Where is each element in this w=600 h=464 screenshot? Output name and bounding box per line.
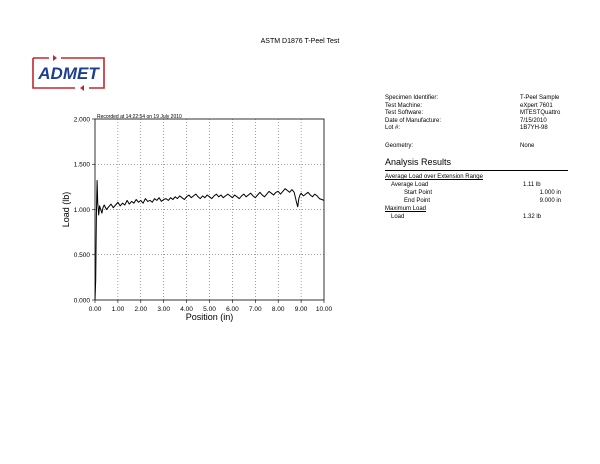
x-tick-label: 8.00 <box>271 306 285 313</box>
x-axis-label: Position (in) <box>185 312 234 322</box>
x-tick-label: 3.00 <box>157 306 171 313</box>
max-load-section-title: Maximum Load <box>385 206 427 212</box>
start-point-label: Start Point <box>404 190 433 196</box>
info-value: MTESTQuattro <box>520 110 561 117</box>
x-tick-label: 10.00 <box>315 306 333 313</box>
x-tick-label: 6.00 <box>226 306 239 313</box>
max-load-value: 1.32 lb <box>523 214 542 220</box>
info-label: Specimen Identifier: <box>385 95 439 101</box>
y-tick-label: 0.000 <box>73 297 90 305</box>
analysis-divider <box>385 170 568 171</box>
info-label: Date of Manufacture: <box>385 117 442 124</box>
avg-load-label: Average Load <box>391 182 429 188</box>
y-axis-label: Load (lb) <box>61 191 71 228</box>
x-tick-label: 2.00 <box>134 306 148 313</box>
avg-load-value: 1.11 lb <box>523 182 541 188</box>
info-label: Test Software: <box>385 110 424 117</box>
avg-load-section-title: Average Load over Extension Range <box>385 174 483 180</box>
y-tick-label: 2.000 <box>73 116 90 124</box>
x-tick-label: 0.00 <box>88 306 102 313</box>
x-tick-label: 9.00 <box>294 306 308 313</box>
end-point-value: 9.000 in <box>539 198 561 204</box>
x-tick-label: 1.00 <box>111 306 125 313</box>
y-tick-label: 1.000 <box>73 206 90 214</box>
x-tick-label: 5.00 <box>203 306 216 313</box>
x-tick-label: 4.00 <box>180 306 193 313</box>
y-tick-label: 0.500 <box>73 252 90 260</box>
y-tick-label: 1.500 <box>73 161 90 169</box>
info-value: 1B7YH-98 <box>520 125 548 132</box>
info-value: 7/15/2010 <box>520 117 547 124</box>
info-label: Test Machine: <box>385 102 423 109</box>
max-load-label: Load <box>391 214 405 220</box>
geometry-label: Geometry: <box>385 143 414 149</box>
geometry-value: None <box>520 143 535 149</box>
x-tick-label: 7.00 <box>248 306 262 313</box>
report-title: ASTM D1876 T-Peel Test <box>260 38 340 45</box>
analysis-heading: Analysis Results <box>385 157 452 167</box>
end-point-label: End Point <box>404 198 431 204</box>
recorded-annotation: Recorded at 14:22:54 on 19 July 2010 <box>97 114 182 120</box>
start-point-value: 1.000 in <box>539 190 561 196</box>
info-value: eXpert 7601 <box>520 102 553 109</box>
info-value: T-Peel Sample <box>520 95 560 101</box>
logo-text: ADMET <box>38 64 99 83</box>
info-label: Lot #: <box>385 125 401 132</box>
